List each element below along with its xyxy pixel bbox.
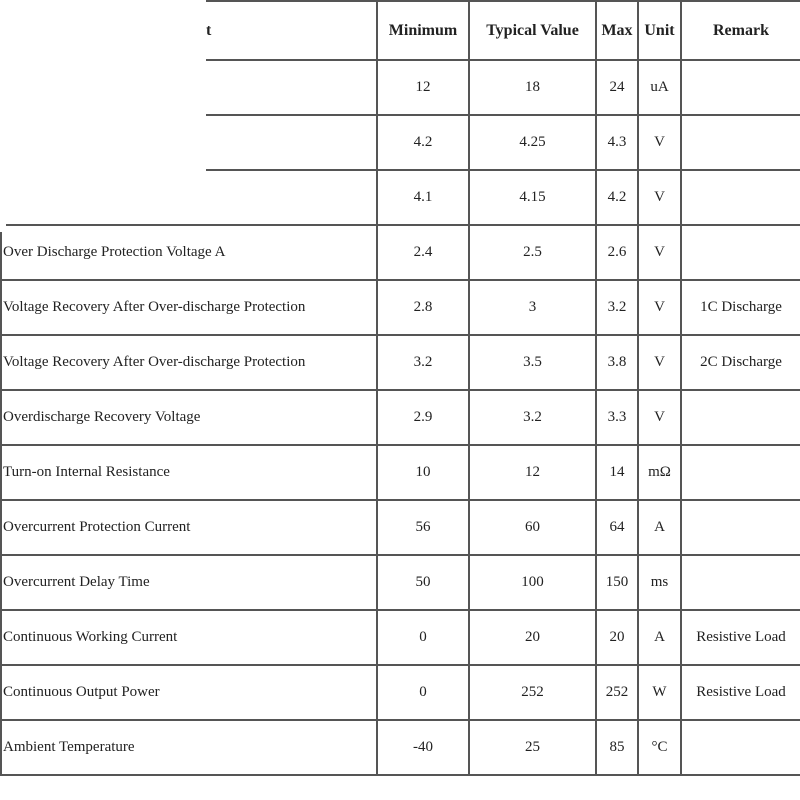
cell-remark: Resistive Load: [681, 665, 800, 720]
table-row: [1, 665, 800, 720]
table-row: [1, 445, 800, 500]
cell-unit: °C: [638, 720, 681, 775]
cell-typical: 20: [469, 610, 596, 665]
cell-typical: 60: [469, 500, 596, 555]
table-row: [1, 555, 800, 610]
cell-typical: 4.15: [469, 170, 596, 225]
obscuring-overlay-edge: [0, 176, 6, 232]
cell-unit: V: [638, 225, 681, 280]
cell-unit: mΩ: [638, 445, 681, 500]
cell-remark: [681, 390, 800, 445]
table-row: [1, 500, 800, 555]
cell-parameter: Voltage Recovery After Over-discharge Protection: [1, 280, 377, 335]
cell-remark: [681, 555, 800, 610]
cell-typical: 18: [469, 60, 596, 115]
cell-max: 64: [596, 500, 638, 555]
cell-parameter: Overcurrent Delay Time: [1, 555, 377, 610]
cell-typical: 100: [469, 555, 596, 610]
table-row: [1, 225, 800, 280]
cell-unit: uA: [638, 60, 681, 115]
cell-minimum: 0: [377, 610, 469, 665]
cell-typical: 3.2: [469, 390, 596, 445]
cell-parameter: Over Discharge Protection Voltage A: [1, 225, 377, 280]
cell-remark: [681, 500, 800, 555]
cell-max: 4.2: [596, 170, 638, 225]
cell-unit: V: [638, 335, 681, 390]
obscuring-overlay: [0, 0, 206, 219]
cell-unit: A: [638, 610, 681, 665]
cell-remark: [681, 720, 800, 775]
cell-typical: 2.5: [469, 225, 596, 280]
cell-minimum: 2.8: [377, 280, 469, 335]
cell-unit: V: [638, 115, 681, 170]
cell-typical: 3.5: [469, 335, 596, 390]
cell-minimum: -40: [377, 720, 469, 775]
cell-parameter: Continuous Working Current: [1, 610, 377, 665]
cell-typical: 3: [469, 280, 596, 335]
cell-max: 3.3: [596, 390, 638, 445]
cell-typical: 12: [469, 445, 596, 500]
cell-remark: [681, 60, 800, 115]
cell-minimum: 10: [377, 445, 469, 500]
cell-parameter: Continuous Output Power: [1, 665, 377, 720]
cell-max: 85: [596, 720, 638, 775]
header-typical: Typical Value: [469, 1, 596, 60]
cell-max: 4.3: [596, 115, 638, 170]
cell-parameter: Overcurrent Protection Current: [1, 500, 377, 555]
cell-max: 3.2: [596, 280, 638, 335]
table-row: [1, 610, 800, 665]
cell-minimum: 12: [377, 60, 469, 115]
cell-max: 24: [596, 60, 638, 115]
cell-unit: V: [638, 170, 681, 225]
cell-max: 150: [596, 555, 638, 610]
cell-remark: [681, 170, 800, 225]
cell-unit: W: [638, 665, 681, 720]
cell-typical: 252: [469, 665, 596, 720]
cell-remark: [681, 225, 800, 280]
cell-minimum: 2.4: [377, 225, 469, 280]
cell-minimum: 2.9: [377, 390, 469, 445]
cell-typical: 25: [469, 720, 596, 775]
header-max: Max: [596, 1, 638, 60]
cell-minimum: 50: [377, 555, 469, 610]
table-row: [1, 280, 800, 335]
cell-unit: A: [638, 500, 681, 555]
cell-remark: [681, 115, 800, 170]
cell-unit: ms: [638, 555, 681, 610]
cell-unit: V: [638, 390, 681, 445]
table-row: [1, 335, 800, 390]
cell-max: 3.8: [596, 335, 638, 390]
cell-remark: [681, 445, 800, 500]
cell-max: 14: [596, 445, 638, 500]
table-row: [1, 720, 800, 775]
cell-parameter: Turn-on Internal Resistance: [1, 445, 377, 500]
table-row: [1, 390, 800, 445]
cell-unit: V: [638, 280, 681, 335]
cell-max: 20: [596, 610, 638, 665]
cell-parameter: Voltage Recovery After Over-discharge Protection: [1, 335, 377, 390]
cell-minimum: 3.2: [377, 335, 469, 390]
cell-remark: Resistive Load: [681, 610, 800, 665]
header-parameter-fragment: t: [206, 22, 212, 39]
cell-minimum: 0: [377, 665, 469, 720]
cell-minimum: 56: [377, 500, 469, 555]
cell-max: 252: [596, 665, 638, 720]
cell-minimum: 4.1: [377, 170, 469, 225]
cell-typical: 4.25: [469, 115, 596, 170]
cell-parameter: Ambient Temperature: [1, 720, 377, 775]
header-unit: Unit: [638, 1, 681, 60]
cell-remark: 1C Discharge: [681, 280, 800, 335]
cell-parameter: Overdischarge Recovery Voltage: [1, 390, 377, 445]
cell-minimum: 4.2: [377, 115, 469, 170]
cell-remark: 2C Discharge: [681, 335, 800, 390]
header-minimum: Minimum: [377, 1, 469, 60]
header-remark: Remark: [681, 1, 800, 60]
cell-max: 2.6: [596, 225, 638, 280]
